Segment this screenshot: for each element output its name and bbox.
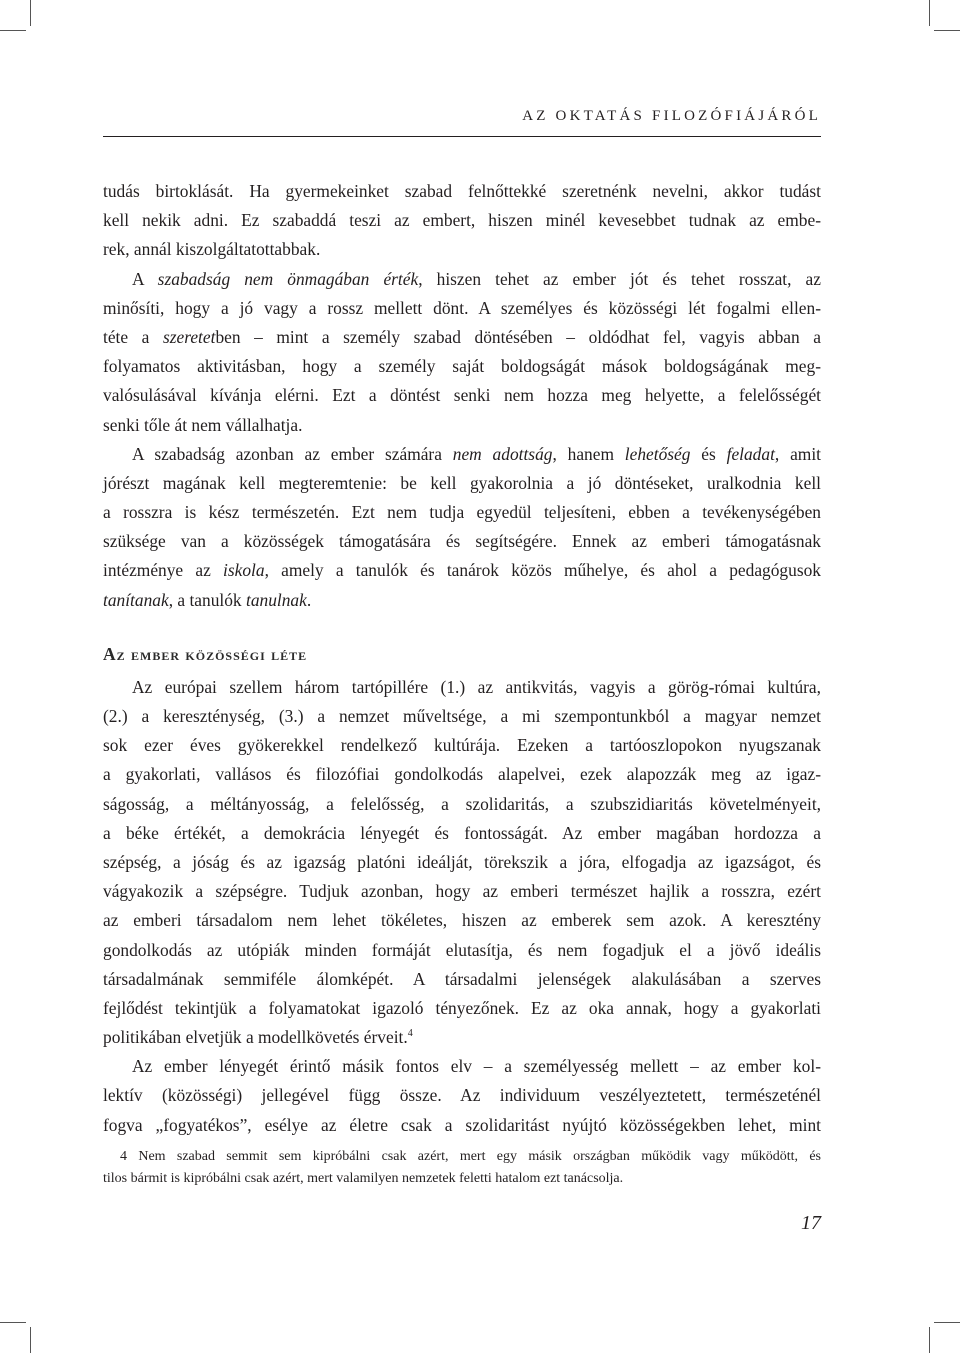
text-run: , a tanulók — [168, 589, 246, 610]
text-run: , hanem — [552, 443, 625, 464]
crop-mark — [30, 0, 31, 26]
text-line: lektív (közösségi) jellegével függ össze. Az individuum veszélyeztetett, természeténél — [103, 1085, 821, 1106]
footnote-line — [103, 1146, 821, 1168]
text-line: jórészt magának kell megteremtenie: be kell gyakorolnia a jó döntéseket, uralkodnia kell — [103, 472, 821, 493]
text-line: folyamatos aktivitásban, hogy a személy saját boldogságát mások boldogságának meg- — [103, 356, 821, 377]
text-run: és — [690, 443, 727, 464]
text-run: A szabadság azonban az ember számára — [132, 443, 453, 464]
text-run: intézménye az — [103, 560, 224, 581]
footnote-number: 4 — [120, 1149, 127, 1164]
text-line: rek, annál kiszolgáltatottabbak. — [103, 239, 321, 260]
header-rule — [103, 136, 821, 137]
emphasis: lehetőség — [624, 443, 691, 464]
text-line — [103, 265, 821, 294]
emphasis: nem adottság — [452, 443, 553, 464]
crop-mark — [0, 1322, 26, 1323]
emphasis: tanulnak — [245, 589, 307, 610]
crop-mark — [934, 1322, 960, 1323]
emphasis: iskola — [223, 560, 265, 581]
emphasis: tanítanak — [103, 589, 169, 610]
text-line — [103, 1023, 821, 1052]
text-line: társadalmának semmiféle álomképét. A társadalmi jelenségek alakulásában a szerves — [103, 968, 821, 989]
crop-mark — [929, 1327, 930, 1353]
text-line — [103, 586, 821, 615]
text-run: . — [306, 589, 312, 610]
text-run: , hiszen tehet az ember jót és tehet rosszat, az — [418, 268, 821, 289]
text-line: fogva „fogyatékos”, esélye az életre csak a szolidaritást nyújtó közösségekben lehet, mint — [103, 1114, 821, 1135]
paragraph — [103, 1052, 821, 1140]
text-line: senki tőle át nem vállalhatja. — [103, 414, 303, 435]
text-line: a rosszra is kész természetén. Ezt nem tudja egyedül teljesíteni, ebben a tevékenységében — [103, 502, 821, 523]
text-run: politikában elvetjük a modellkövetés érveit. — [103, 1027, 408, 1048]
emphasis: szeretet — [162, 326, 216, 347]
text-line: a béke értékét, a demokrácia lényegét és fontosságát. Az ember magában hordozza a — [103, 822, 821, 843]
page-number: 17 — [801, 1212, 821, 1234]
text-line — [103, 323, 821, 352]
crop-mark — [30, 1327, 31, 1353]
text-line: ságosság, a méltányosság, a felelősség, a szolidaritás, a szubszidiaritás követelményeit, — [103, 793, 821, 814]
page-body — [103, 177, 821, 1140]
text-line: Az ember lényegét érintő másik fontos elv – a személyesség mellett – az ember kol- — [132, 1056, 821, 1077]
crop-mark — [0, 30, 26, 31]
text-line: minősíti, hogy a jó vagy a rossz mellett dönt. A személyes és közösségi lét fogalmi ellen- — [103, 297, 821, 318]
paragraph — [103, 440, 821, 615]
text-line: kell nekik adni. Ez szabaddá teszi az embert, hiszen minél kevesebbet tudnak az embe- — [103, 210, 821, 231]
footnote-text: Nem szabad semmit sem kipróbálni csak azért, mert egy másik országban működik vagy működött, és — [138, 1149, 821, 1164]
text-line: a gyakorlati, vallásos és filozófiai gondolkodás alapelvei, ezek alapozzák meg az igaz- — [103, 764, 821, 785]
text-run: ben – mint a személy szabad döntésében – oldódhat fel, vagyis abban a — [215, 326, 822, 347]
emphasis: feladat — [726, 443, 775, 464]
text-run: téte a — [103, 326, 163, 347]
crop-mark — [929, 0, 930, 26]
text-run: A — [132, 268, 158, 289]
crop-mark — [934, 30, 960, 31]
paragraph — [103, 177, 821, 265]
text-line: az emberi társadalom nem lehet tökéletes, hiszen az emberek sem azok. A keresztény — [103, 910, 821, 931]
text-line: szüksége van a közösségek támogatására és segítségére. Ennek az emberi támogatásnak — [103, 531, 821, 552]
emphasis: szabadság nem önmagában érték — [157, 268, 419, 289]
text-line: sok ezer éves gyökerekkel rendelkező kultúrája. Ezeken a tartóoszlopokon nyugszanak — [103, 735, 821, 756]
text-line: (2.) a kereszténység, (3.) a nemzet műveltsége, a mi szempontunkból a magyar nemzet — [103, 706, 821, 726]
text-line: fejlődést tekintjük a folyamatokat igazoló tényezőnek. Ez az oka annak, hogy a gyakorlati — [103, 997, 821, 1018]
text-run: , amit — [774, 443, 821, 464]
running-header: AZ OKTATÁS FILOZÓFIÁJÁRÓL — [522, 108, 821, 124]
paragraph — [103, 265, 821, 440]
text-line: tudás birtoklását. Ha gyermekeinket szabad felnőttekké szeretnénk nevelni, akkor tudást — [103, 181, 821, 201]
paragraph — [103, 673, 821, 1052]
text-line: szépség, a jóság és az igazság platóni ideálját, törekszik a jóra, elfogadja az igazságot, és — [103, 851, 821, 872]
section-heading: Az ember közösségi léte — [103, 643, 308, 664]
footnote-line: tilos bármit is kipróbálni csak azért, mert valamilyen nemzetek feletti hatalom ezt tanácsolja. — [103, 1171, 624, 1186]
text-line: gondolkodás az utópiák minden formáját elutasítja, és nem fogadjuk el a jövő ideális — [103, 939, 821, 960]
text-run: , amely a tanulók és tanárok közös műhelye, és ahol a pedagógusok — [264, 560, 821, 581]
text-line: valósulásával kívánja elérni. Ezt a döntést senki nem hozza meg helyette, a felelősségét — [103, 385, 821, 406]
text-line: Az európai szellem három tartópillére (1.) az antikvitás, vagyis a görög-római kultúra, — [132, 676, 821, 697]
text-line — [103, 440, 821, 469]
footnote-reference[interactable]: 4 — [407, 1028, 413, 1040]
text-line: vágyakozik a szépségre. Tudjuk azonban, hogy az emberi természet hajlik a rosszra, ezért — [103, 881, 821, 902]
text-line — [103, 556, 821, 585]
footnote — [103, 1146, 821, 1190]
